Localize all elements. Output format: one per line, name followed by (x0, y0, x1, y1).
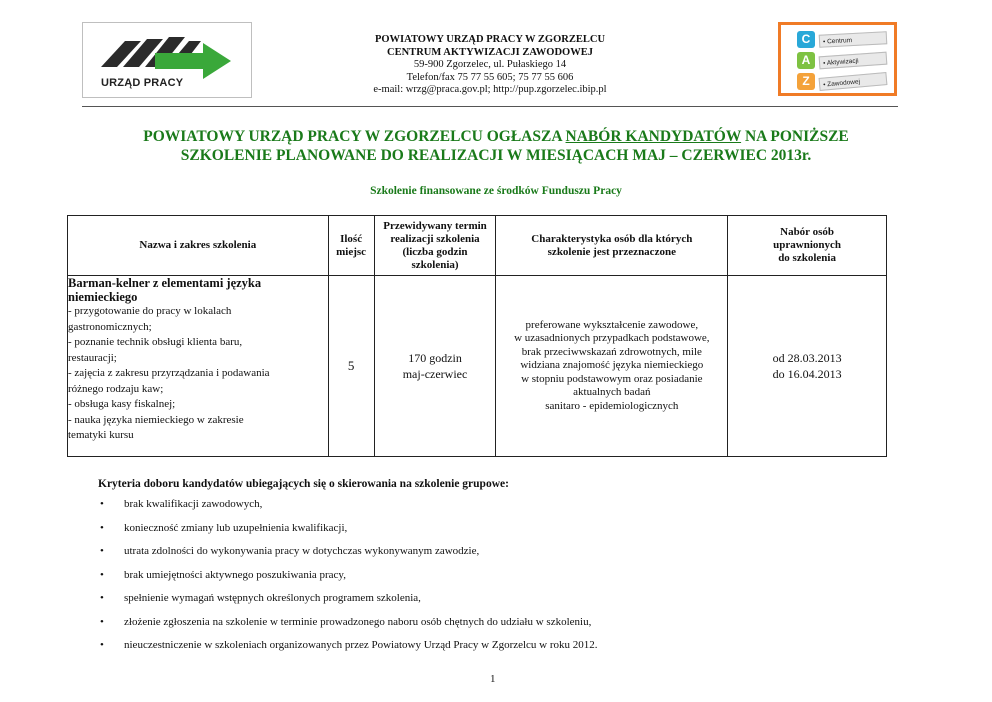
list-item (98, 544, 598, 568)
months-value: maj-czerwiec (402, 367, 468, 381)
bullet-icon: • (100, 498, 104, 510)
scope-line: tematyki kursu (68, 429, 134, 441)
bullet-icon: • (100, 639, 104, 651)
header-rec-line-2: uprawnionych (773, 239, 841, 251)
header-term-line-2: realizacji szkolenia (390, 232, 480, 245)
caz-letter-z: Z (797, 73, 815, 90)
recruitment-cell (728, 276, 887, 457)
criteria-text: złożenie zgłoszenia na szkolenie w terminie prowadzonego naboru osób chętnych do udziału w szkoleniu, (124, 615, 592, 628)
criteria-text: spełnienie wymagań wstępnych określonych programem szkolenia, (124, 592, 421, 604)
criteria-text: brak umiejętności aktywnego poszukiwania pracy, (124, 568, 346, 581)
caz-label-centrum: • Centrum (819, 31, 888, 48)
header-term (374, 216, 496, 276)
criteria-text: brak kwalifikacji zawodowych, (124, 498, 263, 510)
caz-logo (778, 22, 897, 96)
bullet-icon: • (100, 545, 104, 557)
title-line-1 (70, 127, 922, 146)
header-char-line-1: Charakterystyka osób dla których (531, 232, 693, 245)
table-header-row (68, 216, 887, 276)
scope-line: gastronomicznych; (68, 320, 152, 333)
bullet-icon: • (100, 592, 104, 604)
caz-label-zawodowej: • Zawodowej (819, 72, 888, 91)
office-name: POWIATOWY URZĄD PRACY W ZGORZELCU (374, 34, 606, 45)
title-line-2: SZKOLENIE PLANOWANE DO REALIZACJI W MIESIĄCACH MAJ – CZERWIEC 2013r. (180, 147, 812, 164)
header-seats-line-2: miejsc (336, 245, 367, 258)
characteristics-line: w stopniu podstawowym oraz posiadanie (521, 372, 703, 385)
scope-line: - nauka języka niemieckiego w zakresie (68, 413, 244, 426)
list-item (98, 615, 598, 639)
caz-label-aktywizacji: • Aktywizacji (819, 52, 888, 70)
seats-cell (328, 276, 374, 457)
criteria-list (98, 497, 598, 662)
scope-line: - obsługa kasy fiskalnej; (68, 398, 176, 410)
center-name: CENTRUM AKTYWIZACJI ZAWODOWEJ (387, 46, 593, 58)
funding-subtitle: Szkolenie finansowane ze środków Funduszu Pracy (370, 185, 622, 197)
caz-letter-c: C (797, 31, 815, 48)
bullet-icon: • (100, 568, 104, 581)
criteria-text: utrata zdolności do wykonywania pracy w dotychczas wykonywanym zawodzie, (124, 545, 480, 557)
bullet-icon: • (100, 521, 104, 534)
header-seats (328, 216, 374, 276)
office-contact: e-mail: wrzg@praca.gov.pl; http://pup.zgorzelec.ibip.pl (373, 84, 607, 95)
header-char-line-2: szkolenie jest przeznaczone (547, 245, 676, 258)
header-term-line-1: Przewidywany termin (383, 219, 487, 232)
logo-text: URZĄD PRACY (101, 77, 184, 89)
page-number: 1 (490, 673, 496, 685)
scope-line: - poznanie technik obsługi klienta baru, (68, 336, 243, 348)
characteristics-line: preferowane wykształcenie zawodowe, (525, 318, 699, 331)
characteristics-line: aktualnych badań (573, 386, 651, 399)
list-item (98, 591, 598, 615)
characteristics-line: sanitaro - epidemiologicznych (545, 399, 679, 412)
list-item (98, 521, 598, 545)
header-name-text: Nazwa i zakres szkolenia (139, 239, 257, 251)
training-table (67, 215, 887, 457)
header-recruitment (728, 216, 887, 276)
criteria-text: konieczność zmiany lub uzupełnienia kwalifikacji, (124, 521, 348, 534)
scope-line: restauracji; (68, 351, 117, 364)
characteristics-line: brak przeciwwskazań zdrowotnych, mile (521, 345, 702, 358)
office-phone: Telefon/fax 75 77 55 605; 75 77 55 606 (406, 71, 574, 83)
title-part-2: NA PONIŻSZE (741, 128, 849, 145)
list-item (98, 568, 598, 592)
course-title-line-2: niemieckiego (68, 290, 138, 304)
table-row (68, 276, 887, 457)
criteria-text: nieuczestniczenie w szkoleniach organizowanych przez Powiatowy Urząd Pracy w Zgorzelcu w roku 2012. (124, 639, 598, 651)
characteristics-line: widziana znajomość języka niemieckiego (520, 359, 704, 372)
header-divider (82, 106, 898, 107)
header-characteristics (496, 216, 728, 276)
list-item (98, 497, 598, 521)
bullet-icon: • (100, 615, 104, 628)
title-part-1: POWIATOWY URZĄD PRACY W ZGORZELCU OGŁASZA (143, 128, 566, 145)
header-rec-line-3: do szkolenia (778, 252, 836, 264)
characteristics-line: w uzasadnionych przypadkach podstawowe, (514, 332, 710, 345)
characteristics-cell (496, 276, 728, 457)
list-item (98, 638, 598, 662)
announcement-title (70, 127, 922, 165)
scope-line: różnego rodzaju kaw; (68, 382, 164, 395)
header-name (68, 216, 329, 276)
recruitment-from: od 28.03.2013 (772, 351, 842, 365)
header-rec-line-1: Nabór osób (780, 226, 835, 238)
course-title-line-1: Barman-kelner z elementami języka (68, 276, 262, 290)
header-term-line-4: szkolenia) (411, 258, 459, 271)
title-underlined: NABÓR KANDYDATÓW (565, 128, 742, 145)
office-address: 59-900 Zgorzelec, ul. Pułaskiego 14 (413, 59, 567, 70)
header-seats-line-1: Ilość (340, 232, 363, 245)
course-cell (68, 276, 329, 457)
header-term-line-3: (liczba godzin (402, 245, 468, 258)
criteria-title: Kryteria doboru kandydatów ubiegających się o skierowania na szkolenie grupowe: (98, 478, 509, 490)
office-header (300, 34, 680, 97)
recruitment-to: do 16.04.2013 (772, 367, 842, 381)
scope-line: - zajęcia z zakresu przyrządzania i podawania (68, 367, 270, 379)
scope-line: - przygotowanie do pracy w lokalach (68, 305, 232, 317)
seats-value: 5 (347, 358, 355, 373)
hours-value: 170 godzin (408, 351, 462, 365)
term-cell (374, 276, 496, 457)
urzad-pracy-logo (82, 22, 252, 98)
caz-letter-a: A (797, 52, 815, 69)
